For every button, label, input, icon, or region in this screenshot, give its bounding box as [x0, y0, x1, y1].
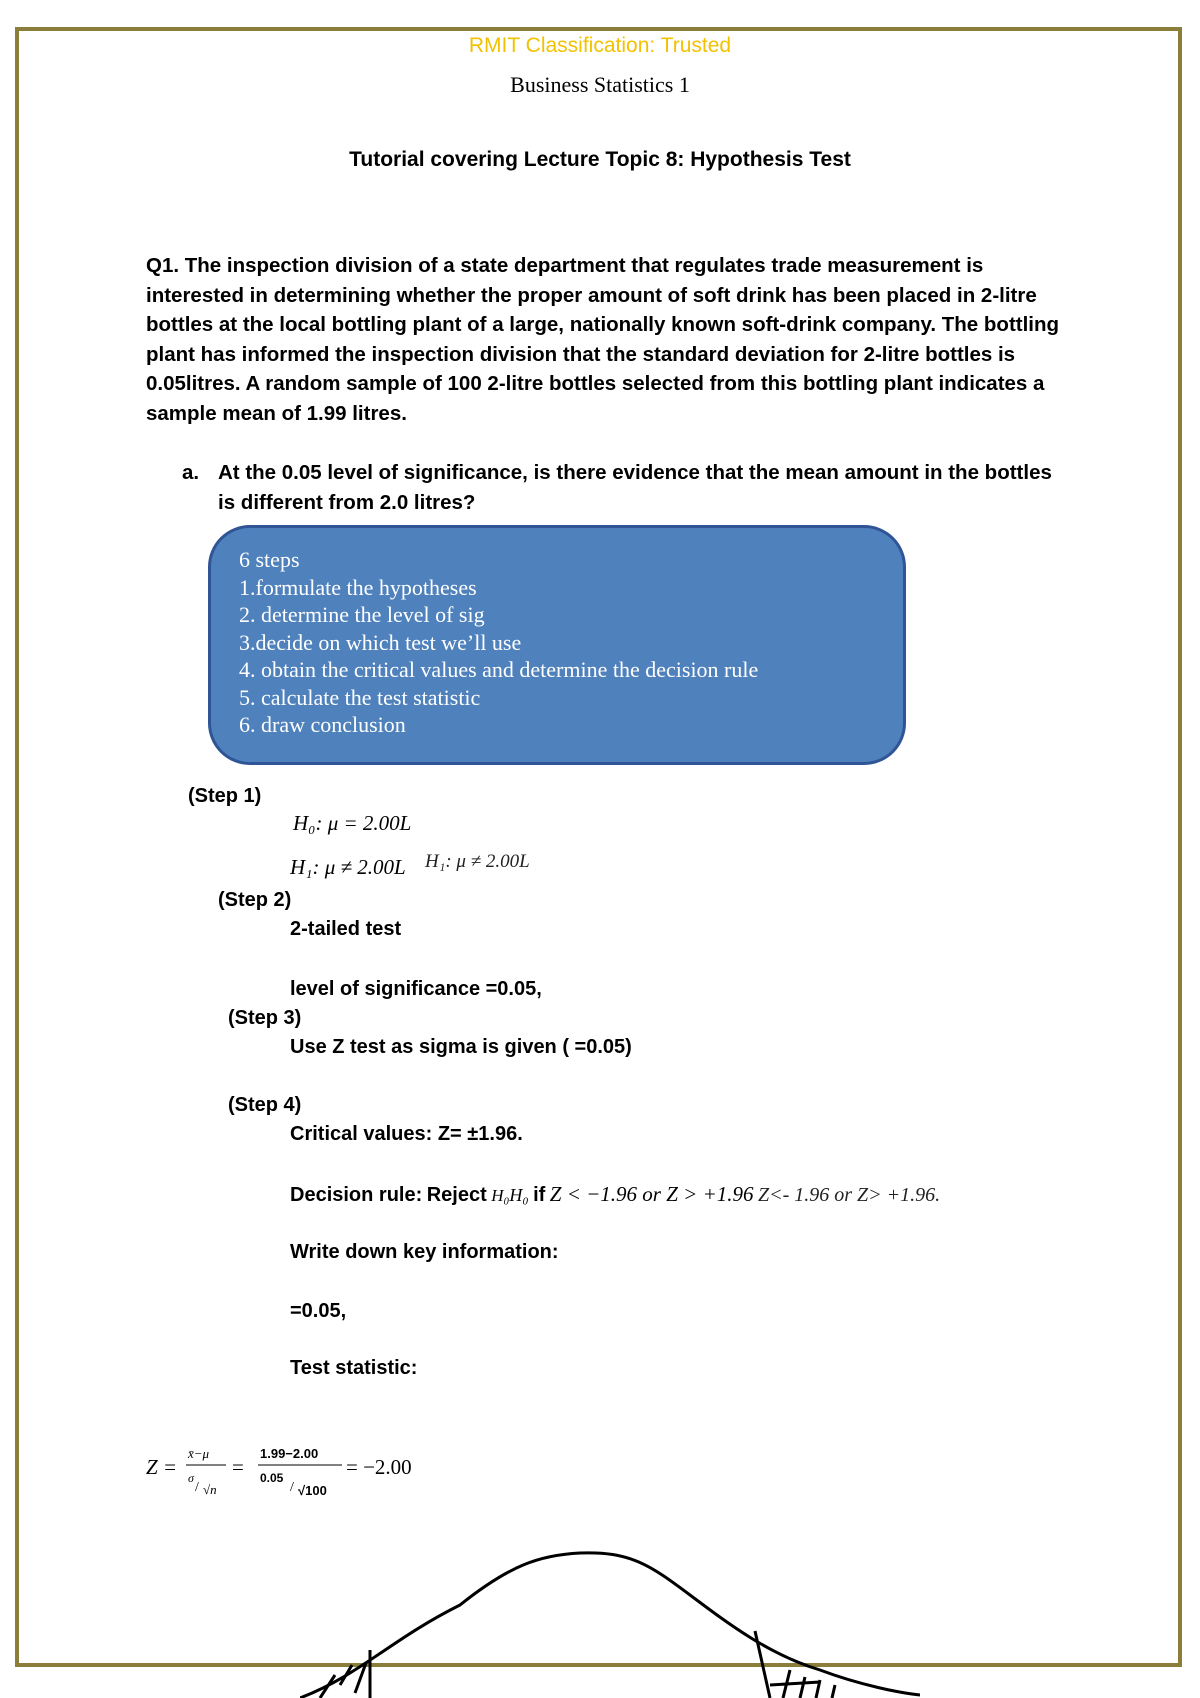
- step4-label: (Step 4): [228, 1094, 302, 1116]
- classification-label: RMIT Classification: Trusted: [468, 34, 732, 57]
- part-a-label: a.: [182, 461, 200, 484]
- formula-equals-1: =: [232, 1455, 244, 1479]
- steps-list: [239, 546, 758, 739]
- course-title: Business Statistics 1: [510, 72, 690, 97]
- step1-label: (Step 1): [188, 785, 262, 807]
- decision-rule: [290, 1182, 940, 1207]
- alpha-value: =0.05,: [290, 1300, 347, 1322]
- formula-den2-root: √100: [298, 1483, 327, 1498]
- decision-rule-reject: Reject: [426, 1184, 487, 1206]
- formula-den1-root: √n: [203, 1482, 217, 1497]
- part-a-text: At the 0.05 level of significance, is there evidence that the mean amount in the bottles is different from 2.0 litres?: [218, 461, 1052, 514]
- formula-den2-a: 0.05: [260, 1471, 284, 1485]
- formula-result: = −2.00: [346, 1455, 412, 1479]
- decision-rule-label: Decision rule:: [290, 1184, 423, 1206]
- critical-values: Critical values: Z= ±1.96.: [290, 1123, 523, 1145]
- formula-den1-slash: /: [195, 1480, 199, 1495]
- step-item: 2. determine the level of sig: [239, 602, 485, 627]
- null-hypothesis: H₀: μ = 2.00L: [293, 811, 412, 835]
- formula-lhs: Z =: [146, 1455, 178, 1479]
- step-item: 6. draw conclusion: [239, 712, 406, 737]
- decision-rule-handwritten: Z<- 1.96 or Z> +1.96.: [757, 1184, 941, 1206]
- steps-title: 6 steps: [239, 547, 300, 572]
- alt-hypothesis-handwritten: H₁: μ ≠ 2.00L: [425, 851, 530, 872]
- formula-den2-slash: /: [290, 1480, 294, 1495]
- key-information-label: Write down key information:: [290, 1241, 559, 1263]
- decision-rule-if: if: [533, 1184, 546, 1206]
- six-steps-callout: [208, 525, 906, 765]
- normal-curve-sketch: [300, 1545, 920, 1698]
- step3-label: (Step 3): [228, 1007, 302, 1029]
- step-item: 3.decide on which test we’ll use: [239, 629, 522, 655]
- bell-curve-line: [300, 1553, 920, 1698]
- step2-label: (Step 2): [218, 889, 292, 911]
- part-a: [182, 458, 1052, 514]
- test-statistic-label: Test statistic:: [290, 1357, 418, 1379]
- decision-rule-h0-b: H₀: [509, 1185, 529, 1205]
- formula-num2: 1.99−2.00: [260, 1446, 319, 1461]
- left-rejection-hatch: [320, 1650, 370, 1698]
- z-formula: [146, 1438, 446, 1508]
- formula-den1-sigma: σ: [188, 1471, 194, 1485]
- step-item: 4. obtain the critical values and determine the decision rule: [239, 657, 759, 682]
- right-rejection-hatch: [755, 1631, 835, 1698]
- level-of-significance: level of significance =0.05,: [290, 978, 542, 1000]
- step-item: 1.formulate the hypotheses: [239, 574, 477, 600]
- tutorial-heading: Tutorial covering Lecture Topic 8: Hypothesis Test: [349, 148, 851, 171]
- question-text: Q1. The inspection division of a state department that regulates trade measurement is interested in determining whether the proper amount of soft drink has been placed in 2-litre bottles at the local bottling plant of a large, nationally known soft-drink company. The bottling plant has informed the inspection division that the standard deviation for 2-litre bottles is 0.05litres. A random sample of 100 2-litre bottles selected from this bottling plant indicates a sample mean of 1.99 litres.: [146, 254, 1060, 425]
- formula-num1: x̄−μ: [188, 1446, 210, 1461]
- decision-rule-h0-a: H₀: [491, 1186, 510, 1205]
- step-item: 5. calculate the test statistic: [239, 684, 481, 710]
- z-test-text: Use Z test as sigma is given ( =0.05): [290, 1036, 632, 1058]
- two-tailed-text: 2-tailed test: [290, 918, 402, 940]
- decision-rule-condition: Z < −1.96 or Z > +1.96: [549, 1182, 754, 1206]
- alt-hypothesis: H₁: μ ≠ 2.00L: [290, 855, 406, 879]
